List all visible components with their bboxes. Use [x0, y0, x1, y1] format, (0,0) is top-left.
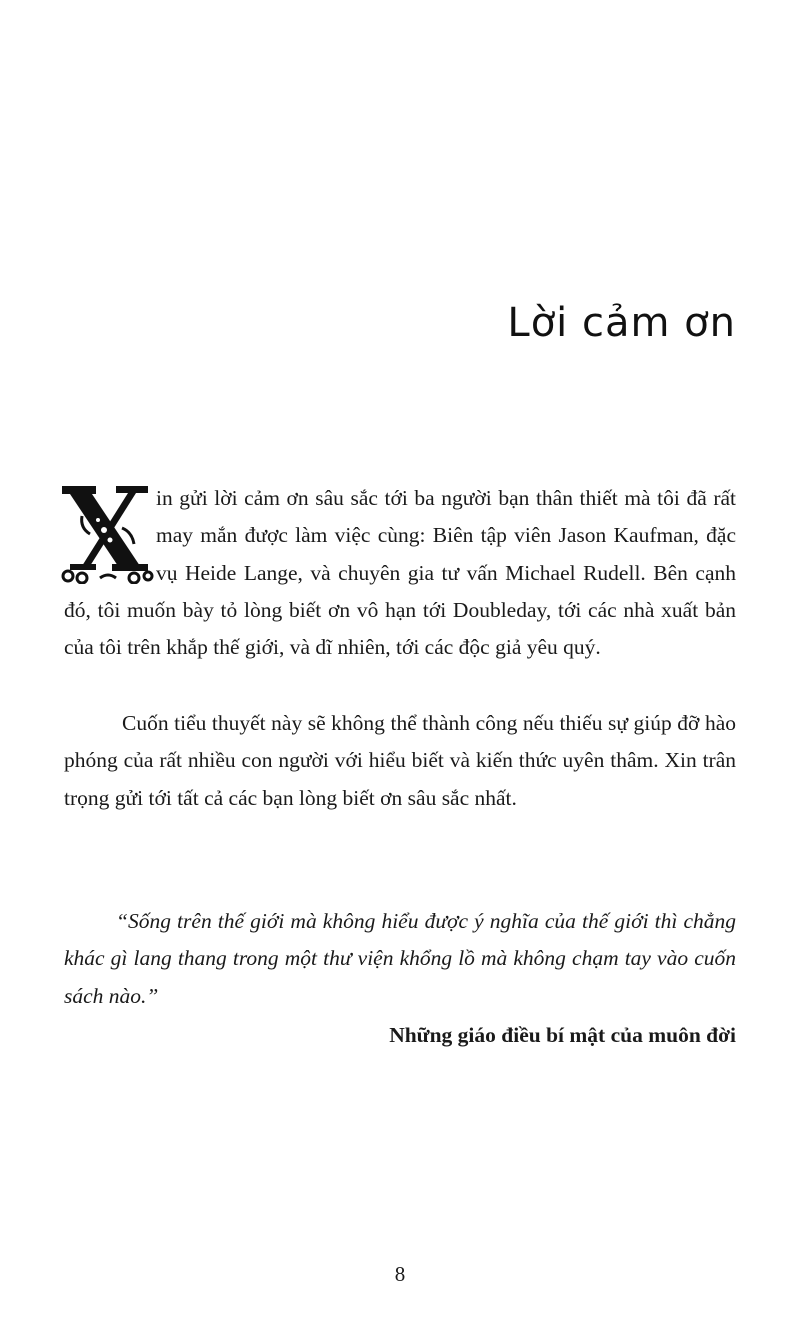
- chapter-title: Lời cảm ơn: [507, 300, 736, 346]
- dropcap-space: [64, 480, 156, 590]
- epigraph-source: Những giáo điều bí mật của muôn đời: [389, 1023, 736, 1047]
- acknowledgement-paragraph-2: Cuốn tiểu thuyết này sẽ không thể thành công nếu thiếu sự giúp đỡ hào phóng của rất nhiều con người với hiểu biết và kiến thức uyên thâm. Xin trân trọng gửi tới tất cả các bạn lòng biết ơn sâu sắc nhất.: [64, 711, 736, 810]
- epigraph-quote: “Sống trên thế giới mà không hiểu được ý nghĩa của thế giới thì chẳng khác gì lang thang trong một thư viện khổng lồ mà không chạm tay vào cuốn sách nào.”: [64, 909, 736, 1008]
- paragraph-1-text: in gửi lời cảm ơn sâu sắc tới ba người bạn thân thiết mà tôi đã rất may mắn được làm việc cùng: Biên tập viên Jason Kaufman, đặc vụ Heide Lange, và chuyên gia tư vấn Michael Rudell. Bên cạnh đó, tôi muốn bày tỏ lòng biết ơn vô hạn tới Doubleday, tới các nhà xuất bản của tôi trên khắp thế giới, và dĩ nhiên, tới các độc giả yêu quý.: [64, 486, 736, 660]
- acknowledgement-paragraph-1: [64, 480, 736, 666]
- page-number: 8: [394, 1262, 406, 1286]
